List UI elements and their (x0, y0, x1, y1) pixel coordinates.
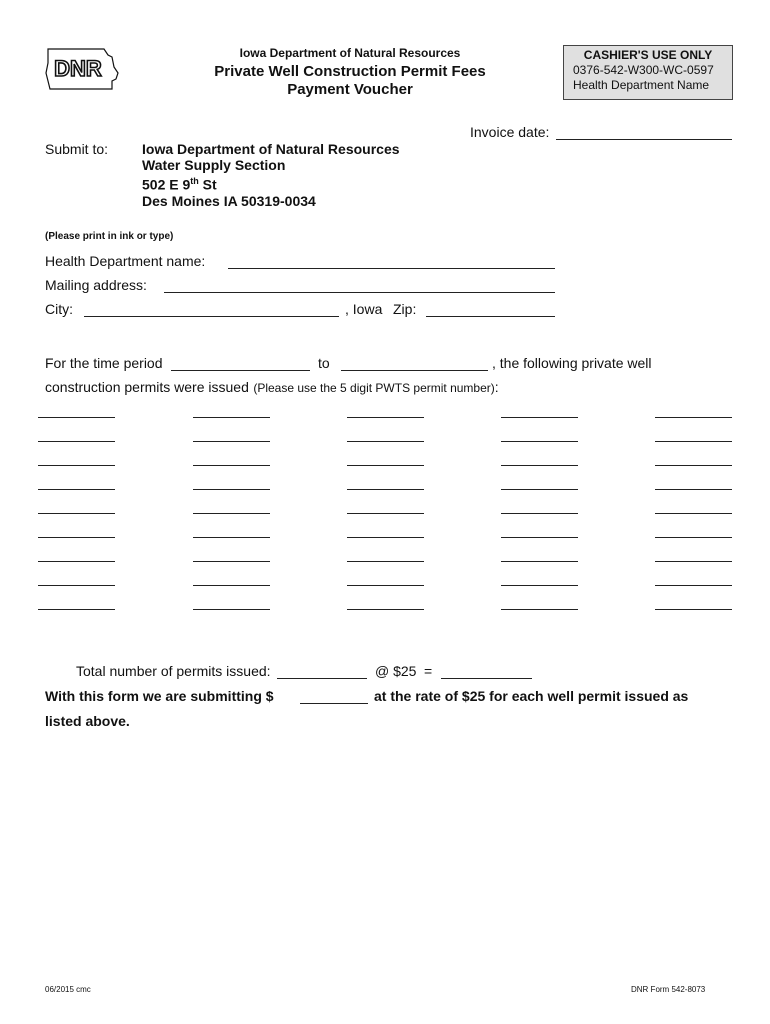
total-amount-field[interactable] (441, 678, 532, 679)
address-org: Iowa Department of Natural Resources (142, 141, 400, 157)
permit-number-field[interactable] (655, 513, 732, 514)
form-subtitle: Payment Voucher (287, 81, 413, 98)
permit-number-field[interactable] (655, 489, 732, 490)
period-end-field[interactable] (341, 370, 488, 371)
permit-number-field[interactable] (347, 537, 424, 538)
permit-number-field[interactable] (193, 513, 270, 514)
invoice-date-field[interactable] (556, 139, 732, 140)
permit-number-field[interactable] (347, 609, 424, 610)
permit-number-field[interactable] (347, 585, 424, 586)
submitting-suffix: at the rate of $25 for each well permit issued as (374, 688, 689, 704)
period-start-field[interactable] (171, 370, 310, 371)
permit-number-field[interactable] (501, 465, 578, 466)
permit-number-field[interactable] (38, 609, 115, 610)
period-to: to (318, 355, 330, 371)
permit-number-field[interactable] (655, 417, 732, 418)
permit-number-field[interactable] (347, 489, 424, 490)
submit-address (142, 141, 400, 209)
form-title: Private Well Construction Permit Fees (214, 63, 486, 80)
dnr-logo (42, 45, 122, 93)
permit-number-field[interactable] (347, 465, 424, 466)
permit-number-field[interactable] (193, 441, 270, 442)
permit-number-field[interactable] (38, 489, 115, 490)
cashier-box (563, 45, 733, 100)
permit-number-field[interactable] (501, 513, 578, 514)
permit-number-field[interactable] (193, 537, 270, 538)
permit-number-field[interactable] (347, 561, 424, 562)
cashier-code: 0376-542-W300-WC-0597 (573, 63, 714, 77)
permit-number-field[interactable] (501, 609, 578, 610)
footer-form-number: DNR Form 542-8073 (631, 985, 706, 994)
cashier-health-dept: Health Department Name (573, 78, 710, 92)
permit-number-field[interactable] (655, 609, 732, 610)
mailing-address-label: Mailing address: (45, 277, 147, 293)
permit-number-field[interactable] (347, 513, 424, 514)
period-prefix: For the time period (45, 355, 163, 371)
cashier-title: CASHIER'S USE ONLY (583, 48, 713, 62)
permit-number-field[interactable] (38, 537, 115, 538)
permit-number-field[interactable] (193, 585, 270, 586)
city-label: City: (45, 301, 73, 317)
permit-number-field[interactable] (501, 537, 578, 538)
address-section: Water Supply Section (142, 157, 286, 173)
permit-number-field[interactable] (347, 417, 424, 418)
invoice-date-label: Invoice date: (470, 124, 550, 140)
permit-number-field[interactable] (501, 585, 578, 586)
permit-number-field[interactable] (193, 417, 270, 418)
city-field[interactable] (84, 316, 339, 317)
health-dept-label: Health Department name: (45, 253, 206, 269)
permit-number-field[interactable] (655, 537, 732, 538)
permit-number-field[interactable] (655, 561, 732, 562)
permit-number-field[interactable] (655, 465, 732, 466)
submitting-amount-field[interactable] (300, 703, 368, 704)
permit-number-field[interactable] (501, 417, 578, 418)
print-instructions: (Please print in ink or type) (45, 231, 174, 242)
equals-sign: = (424, 663, 433, 679)
permit-number-field[interactable] (501, 489, 578, 490)
permit-number-field[interactable] (501, 441, 578, 442)
permit-number-field[interactable] (655, 441, 732, 442)
permit-number-field[interactable] (38, 465, 115, 466)
permit-number-field[interactable] (38, 561, 115, 562)
period-suffix: , the following private well (492, 355, 652, 371)
submit-to-label: Submit to: (45, 141, 109, 157)
health-dept-field[interactable] (228, 268, 555, 269)
address-city: Des Moines IA 50319-0034 (142, 192, 316, 209)
permit-number-field[interactable] (193, 561, 270, 562)
footer-date: 06/2015 cmc (45, 985, 91, 994)
address-street: 502 E 9th St (142, 176, 217, 193)
permit-number-field[interactable] (38, 417, 115, 418)
iowa-map-icon (42, 45, 122, 93)
permit-number-field[interactable] (38, 585, 115, 586)
permit-number-field[interactable] (193, 489, 270, 490)
permit-number-field[interactable] (38, 513, 115, 514)
agency-name: Iowa Department of Natural Resources (239, 46, 461, 60)
permit-number-field[interactable] (193, 465, 270, 466)
permit-number-field[interactable] (38, 441, 115, 442)
permit-number-field[interactable] (655, 585, 732, 586)
total-permits-field[interactable] (277, 678, 367, 679)
mailing-address-field[interactable] (164, 292, 555, 293)
submitting-label: With this form we are submitting $ (45, 688, 274, 704)
zip-field[interactable] (426, 316, 555, 317)
submitting-line2: listed above. (45, 713, 130, 729)
permit-number-field[interactable] (193, 609, 270, 610)
state-label: , Iowa (345, 301, 383, 317)
zip-label: Zip: (393, 301, 417, 317)
logo-text: DNR (54, 56, 102, 81)
permit-number-field[interactable] (501, 561, 578, 562)
permit-number-field[interactable] (347, 441, 424, 442)
total-permits-label: Total number of permits issued: (76, 663, 271, 679)
permits-issued-line: construction permits were issued (Please use the 5 digit PWTS permit number): (45, 379, 499, 395)
rate-label: @ $25 (375, 663, 417, 679)
